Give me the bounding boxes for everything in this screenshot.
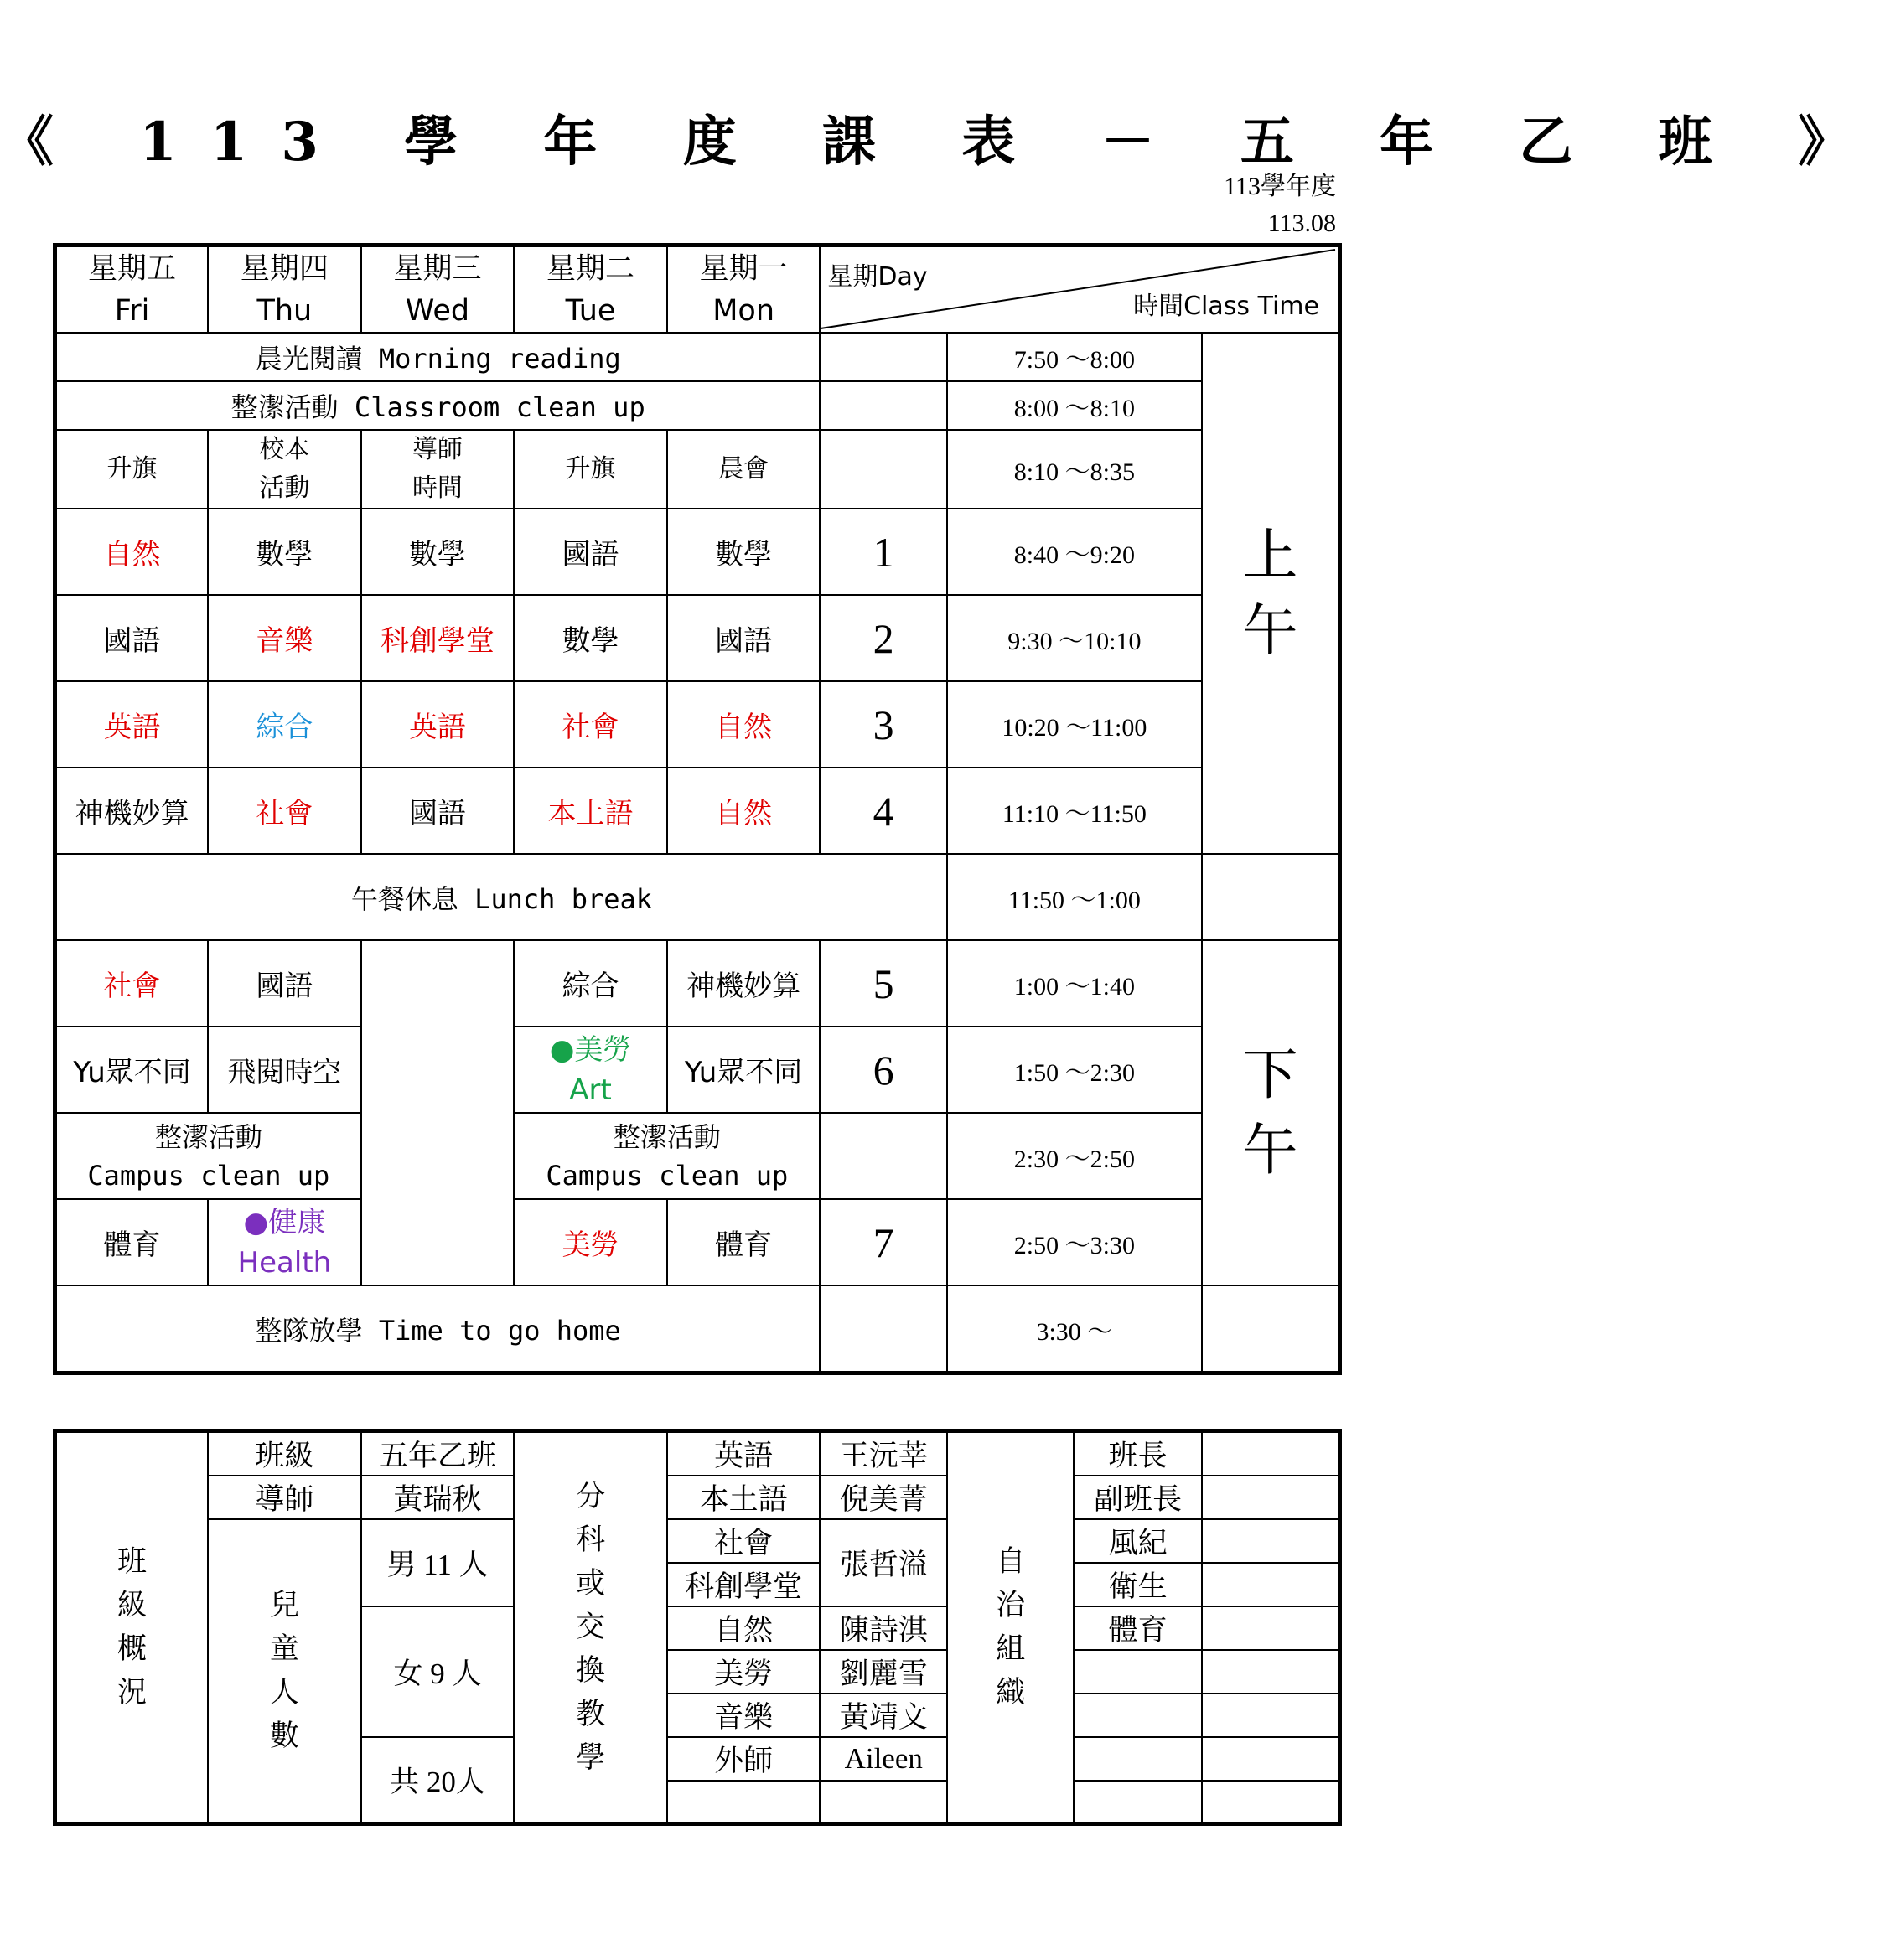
role-name bbox=[1074, 1694, 1201, 1737]
class-cell: 國語 bbox=[208, 940, 361, 1027]
role-holder bbox=[1202, 1563, 1340, 1606]
subject-name: 音樂 bbox=[667, 1694, 821, 1737]
period-number: 2 bbox=[820, 595, 946, 681]
teacher-value: 黃瑞秋 bbox=[361, 1476, 515, 1519]
period-number: 4 bbox=[820, 768, 946, 854]
period-number: 5 bbox=[820, 940, 946, 1027]
period-number: 6 bbox=[820, 1027, 946, 1113]
class-cell: 美勞 bbox=[514, 1199, 667, 1285]
period-blank bbox=[820, 1285, 946, 1373]
assembly-thu: 校本 活動 bbox=[208, 430, 361, 509]
day-header-thu: 星期四 Thu bbox=[208, 246, 361, 334]
role-holder bbox=[1202, 1606, 1340, 1650]
morning-label: 上 午 bbox=[1202, 333, 1340, 854]
class-cell: 自然 bbox=[667, 681, 821, 768]
day-header-mon: 星期一 Mon bbox=[667, 246, 821, 334]
period-blank bbox=[1202, 1285, 1340, 1373]
subject-name: 科創學堂 bbox=[667, 1563, 821, 1606]
assembly-tue: 升旗 bbox=[514, 430, 667, 509]
morning-reading-row bbox=[55, 333, 1340, 381]
role-holder bbox=[1202, 1476, 1340, 1519]
class-cell: 數學 bbox=[514, 595, 667, 681]
assembly-wed: 導師 時間 bbox=[361, 430, 515, 509]
role-name: 衛生 bbox=[1074, 1563, 1201, 1606]
class-value: 五年乙班 bbox=[361, 1431, 515, 1476]
class-label: 班級 bbox=[208, 1431, 361, 1476]
go-home: 整隊放學 Time to go home bbox=[55, 1285, 821, 1373]
class-cell: 神機妙算 bbox=[667, 940, 821, 1027]
period-row-2 bbox=[55, 595, 1340, 681]
assembly-mon: 晨會 bbox=[667, 430, 821, 509]
children-count-label: 兒 童 人 數 bbox=[208, 1519, 361, 1824]
period-blank bbox=[1202, 854, 1340, 940]
time-lunch: 11:50 ～1:00 bbox=[947, 854, 1202, 940]
class-cell: 國語 bbox=[667, 595, 821, 681]
class-cell: 自然 bbox=[55, 509, 209, 595]
period-row-7 bbox=[55, 1199, 1340, 1285]
wed-afternoon-blank bbox=[361, 940, 515, 1285]
time-clean-up: 8:00 ～8:10 bbox=[947, 381, 1202, 430]
role-name bbox=[1074, 1650, 1201, 1694]
period-row-5 bbox=[55, 940, 1340, 1027]
subject-teacher: 王沅莘 bbox=[820, 1431, 946, 1476]
info-row-3 bbox=[55, 1519, 1340, 1563]
role-holder bbox=[1202, 1431, 1340, 1476]
class-cell: 本土語 bbox=[514, 768, 667, 854]
class-cell: 國語 bbox=[55, 595, 209, 681]
classroom-clean-up: 整潔活動 Classroom clean up bbox=[55, 381, 821, 430]
time-go-home: 3:30 ～ bbox=[947, 1285, 1202, 1373]
date-label: 113.08 bbox=[1267, 209, 1336, 237]
teacher-label: 導師 bbox=[208, 1476, 361, 1519]
class-cell: 體育 bbox=[667, 1199, 821, 1285]
time-assembly: 8:10 ～8:35 bbox=[947, 430, 1202, 509]
time-morning-reading: 7:50 ～8:00 bbox=[947, 333, 1202, 381]
subject-teacher: 陳詩淇 bbox=[820, 1606, 946, 1650]
class-cell: 英語 bbox=[361, 681, 515, 768]
subject-name: 外師 bbox=[667, 1737, 821, 1781]
role-name bbox=[1074, 1737, 1201, 1781]
period-row-3 bbox=[55, 681, 1340, 768]
boys-count: 男 11 人 bbox=[361, 1519, 515, 1606]
subject-teacher: Aileen bbox=[820, 1737, 946, 1781]
class-cell: 體育 bbox=[55, 1199, 209, 1285]
lunch-row bbox=[55, 854, 1340, 940]
class-cell: 社會 bbox=[55, 940, 209, 1027]
period-row-1 bbox=[55, 509, 1340, 595]
info-row-2 bbox=[55, 1476, 1340, 1519]
class-cell-health: ●健康 Health bbox=[208, 1199, 361, 1285]
subject-teacher: 劉麗雪 bbox=[820, 1650, 946, 1694]
subject-teacher: 黃靖文 bbox=[820, 1694, 946, 1737]
period-time: 11:10 ～11:50 bbox=[947, 768, 1202, 854]
class-cell: 數學 bbox=[208, 509, 361, 595]
class-cell: 自然 bbox=[667, 768, 821, 854]
class-cell: 綜合 bbox=[514, 940, 667, 1027]
subject-name: 英語 bbox=[667, 1431, 821, 1476]
role-holder bbox=[1202, 1519, 1340, 1563]
subject-name bbox=[667, 1781, 821, 1824]
period-blank bbox=[820, 1113, 946, 1199]
girls-count: 女 9 人 bbox=[361, 1606, 515, 1737]
period-number: 1 bbox=[820, 509, 946, 595]
class-cell: 飛閱時空 bbox=[208, 1027, 361, 1113]
day-header-wed: 星期三 Wed bbox=[361, 246, 515, 334]
class-cell-art: ●美勞 Art bbox=[514, 1027, 667, 1113]
self-government-label: 自 治 組 織 bbox=[947, 1431, 1074, 1824]
total-count: 共 20人 bbox=[361, 1737, 515, 1824]
clean-up-row bbox=[55, 381, 1340, 430]
schedule-table bbox=[53, 243, 1342, 1375]
corner-day-label: 星期Day bbox=[827, 262, 928, 292]
class-cell: 音樂 bbox=[208, 595, 361, 681]
role-holder bbox=[1202, 1650, 1340, 1694]
period-time: 2:50 ～3:30 bbox=[947, 1199, 1202, 1285]
period-row-6 bbox=[55, 1027, 1340, 1113]
class-cell: 國語 bbox=[361, 768, 515, 854]
subject-name: 社會 bbox=[667, 1519, 821, 1563]
campus-clean-row bbox=[55, 1113, 1340, 1199]
role-name: 體育 bbox=[1074, 1606, 1201, 1650]
class-cell: 綜合 bbox=[208, 681, 361, 768]
subject-name: 美勞 bbox=[667, 1650, 821, 1694]
subject-name: 本土語 bbox=[667, 1476, 821, 1519]
role-holder bbox=[1202, 1694, 1340, 1737]
subject-teacher bbox=[820, 1781, 946, 1824]
class-cell: 數學 bbox=[361, 509, 515, 595]
lunch-break: 午餐休息 Lunch break bbox=[55, 854, 947, 940]
time-campus-clean: 2:30 ～2:50 bbox=[947, 1113, 1202, 1199]
class-cell: 國語 bbox=[514, 509, 667, 595]
class-cell: Yu眾不同 bbox=[55, 1027, 209, 1113]
header-row bbox=[55, 246, 1340, 334]
period-blank bbox=[820, 333, 946, 381]
class-cell: 社會 bbox=[514, 681, 667, 768]
morning-reading: 晨光閱讀 Morning reading bbox=[55, 333, 821, 381]
role-holder bbox=[1202, 1781, 1340, 1824]
period-row-4 bbox=[55, 768, 1340, 854]
class-cell: 數學 bbox=[667, 509, 821, 595]
class-cell: 英語 bbox=[55, 681, 209, 768]
period-blank bbox=[820, 381, 946, 430]
class-cell: 科創學堂 bbox=[361, 595, 515, 681]
info-row-1 bbox=[55, 1431, 1340, 1476]
day-header-fri: 星期五 Fri bbox=[55, 246, 209, 334]
class-overview-label: 班 級 概 況 bbox=[55, 1431, 209, 1824]
period-number: 3 bbox=[820, 681, 946, 768]
corner-time-label: 時間Class Time bbox=[1133, 292, 1319, 321]
role-name: 班長 bbox=[1074, 1431, 1201, 1476]
period-time: 1:00 ～1:40 bbox=[947, 940, 1202, 1027]
role-name: 副班長 bbox=[1074, 1476, 1201, 1519]
role-holder bbox=[1202, 1737, 1340, 1781]
campus-clean-tue-mon: 整潔活動 Campus clean up bbox=[514, 1113, 820, 1199]
page-title: 《 113 學 年 度 課 表 － 五 年 乙 班 》 bbox=[0, 111, 1885, 173]
class-cell: 社會 bbox=[208, 768, 361, 854]
period-time: 8:40 ～9:20 bbox=[947, 509, 1202, 595]
subject-name: 自然 bbox=[667, 1606, 821, 1650]
role-name: 風紀 bbox=[1074, 1519, 1201, 1563]
campus-clean-fri-thu: 整潔活動 Campus clean up bbox=[55, 1113, 361, 1199]
day-header-tue: 星期二 Tue bbox=[514, 246, 667, 334]
period-number: 7 bbox=[820, 1199, 946, 1285]
assembly-fri: 升旗 bbox=[55, 430, 209, 509]
period-blank bbox=[820, 430, 946, 509]
class-info-table bbox=[53, 1429, 1342, 1826]
afternoon-label: 下 午 bbox=[1202, 940, 1340, 1285]
subject-teachers-label: 分 科 或 交 換 教 學 bbox=[514, 1431, 667, 1824]
subject-teacher: 張哲溢 bbox=[820, 1519, 946, 1606]
class-cell: 神機妙算 bbox=[55, 768, 209, 854]
subject-teacher: 倪美菁 bbox=[820, 1476, 946, 1519]
assembly-row bbox=[55, 430, 1340, 509]
role-name bbox=[1074, 1781, 1201, 1824]
school-year: 113學年度 bbox=[1224, 173, 1336, 200]
period-time: 10:20 ～11:00 bbox=[947, 681, 1202, 768]
period-time: 9:30 ～10:10 bbox=[947, 595, 1202, 681]
day-time-corner bbox=[820, 246, 1339, 334]
class-cell: Yu眾不同 bbox=[667, 1027, 821, 1113]
go-home-row bbox=[55, 1285, 1340, 1373]
period-time: 1:50 ～2:30 bbox=[947, 1027, 1202, 1113]
